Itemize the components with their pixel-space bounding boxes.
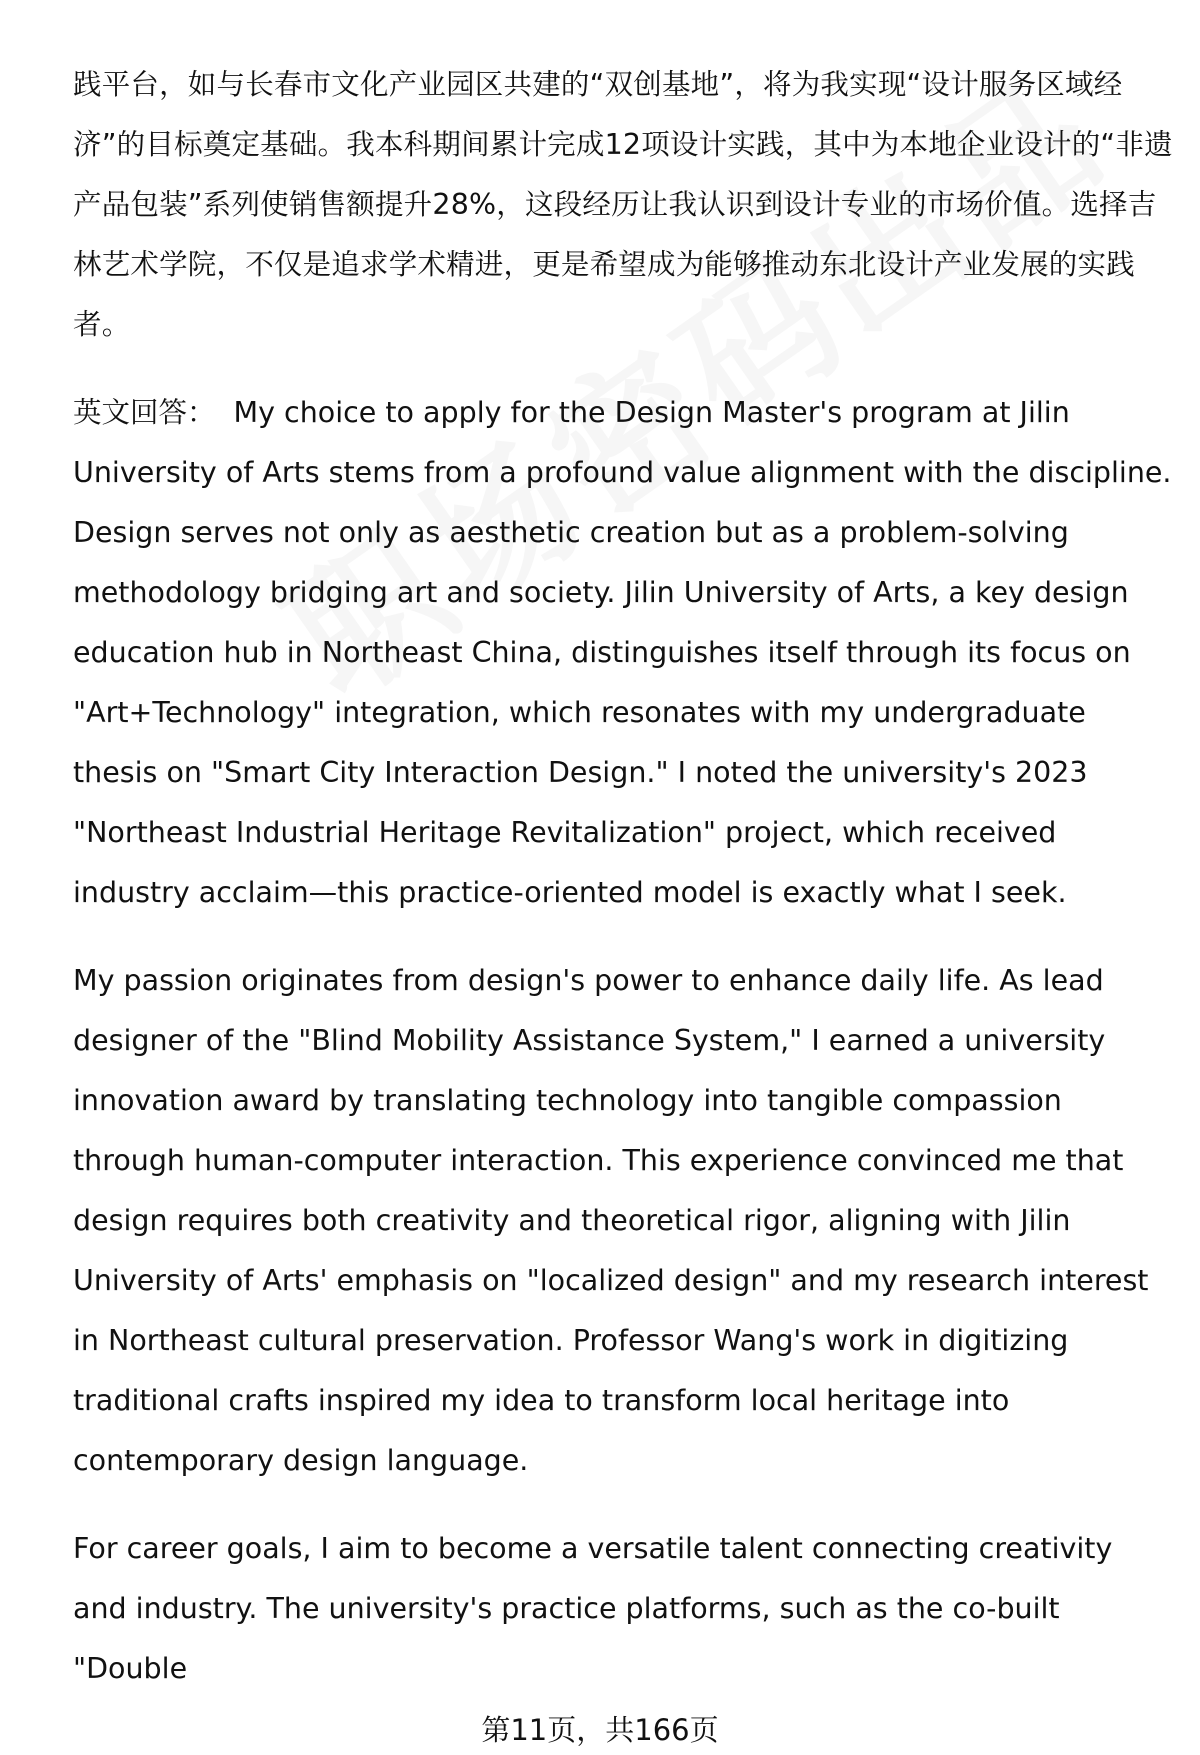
document-body [73,55,1173,1699]
paragraph-gap [73,355,1173,383]
english-answer-text-1: My choice to apply for the Design Master's program at Jilin University of Arts stems from a profound value alignment with the discipline. Design serves not only as aesthetic creation but as a problem-solving methodology bridging art and society. Jilin University of Arts, a key design education hub in Northeast China, distinguishes itself through its focus on "Art+Technology" integration, which resonates with my undergraduate thesis on "Smart City Interaction Design." I noted the university's 2023 "Northeast Industrial Heritage Revitalization" project, which received industry acclaim—this practice-oriented model is exactly what I seek. [73,396,1172,909]
chinese-answer-paragraph: 践平台，如与长春市文化产业园区共建的“双创基地”，将为我实现“设计服务区域经济”的目标奠定基础。我本科期间累计完成12项设计实践，其中为本地企业设计的“非遗产品包装”系列使销售额提升28%，这段经历让我认识到设计专业的市场价值。选择吉林艺术学院，不仅是追求学术精进，更是希望成为能够推动东北设计产业发展的实践者。 [73,68,1173,341]
english-answer-paragraph-3: For career goals, I aim to become a versatile talent connecting creativity and industry. The university's practice platforms, such as the co-built "Double [73,1532,1113,1685]
english-answer-paragraph-2: My passion originates from design's power to enhance daily life. As lead designer of the "Blind Mobility Assistance System," I earned a university innovation award by translating technology into tangible compassion through human-computer interaction. This experience convinced me that design requires both creativity and theoretical rigor, aligning with Jilin University of Arts' emphasis on "localized design" and my research interest in Northeast cultural preservation. Professor Wang's work in digitizing traditional crafts inspired my idea to transform local heritage into contemporary design language. [73,964,1149,1477]
paragraph-gap [73,1491,1173,1519]
english-answer-label: 英文回答： [73,396,216,429]
english-answer-paragraph-1 [73,383,1173,923]
paragraph-gap [73,923,1173,951]
page-number-footer: 第11页，共166页 [481,1713,719,1747]
